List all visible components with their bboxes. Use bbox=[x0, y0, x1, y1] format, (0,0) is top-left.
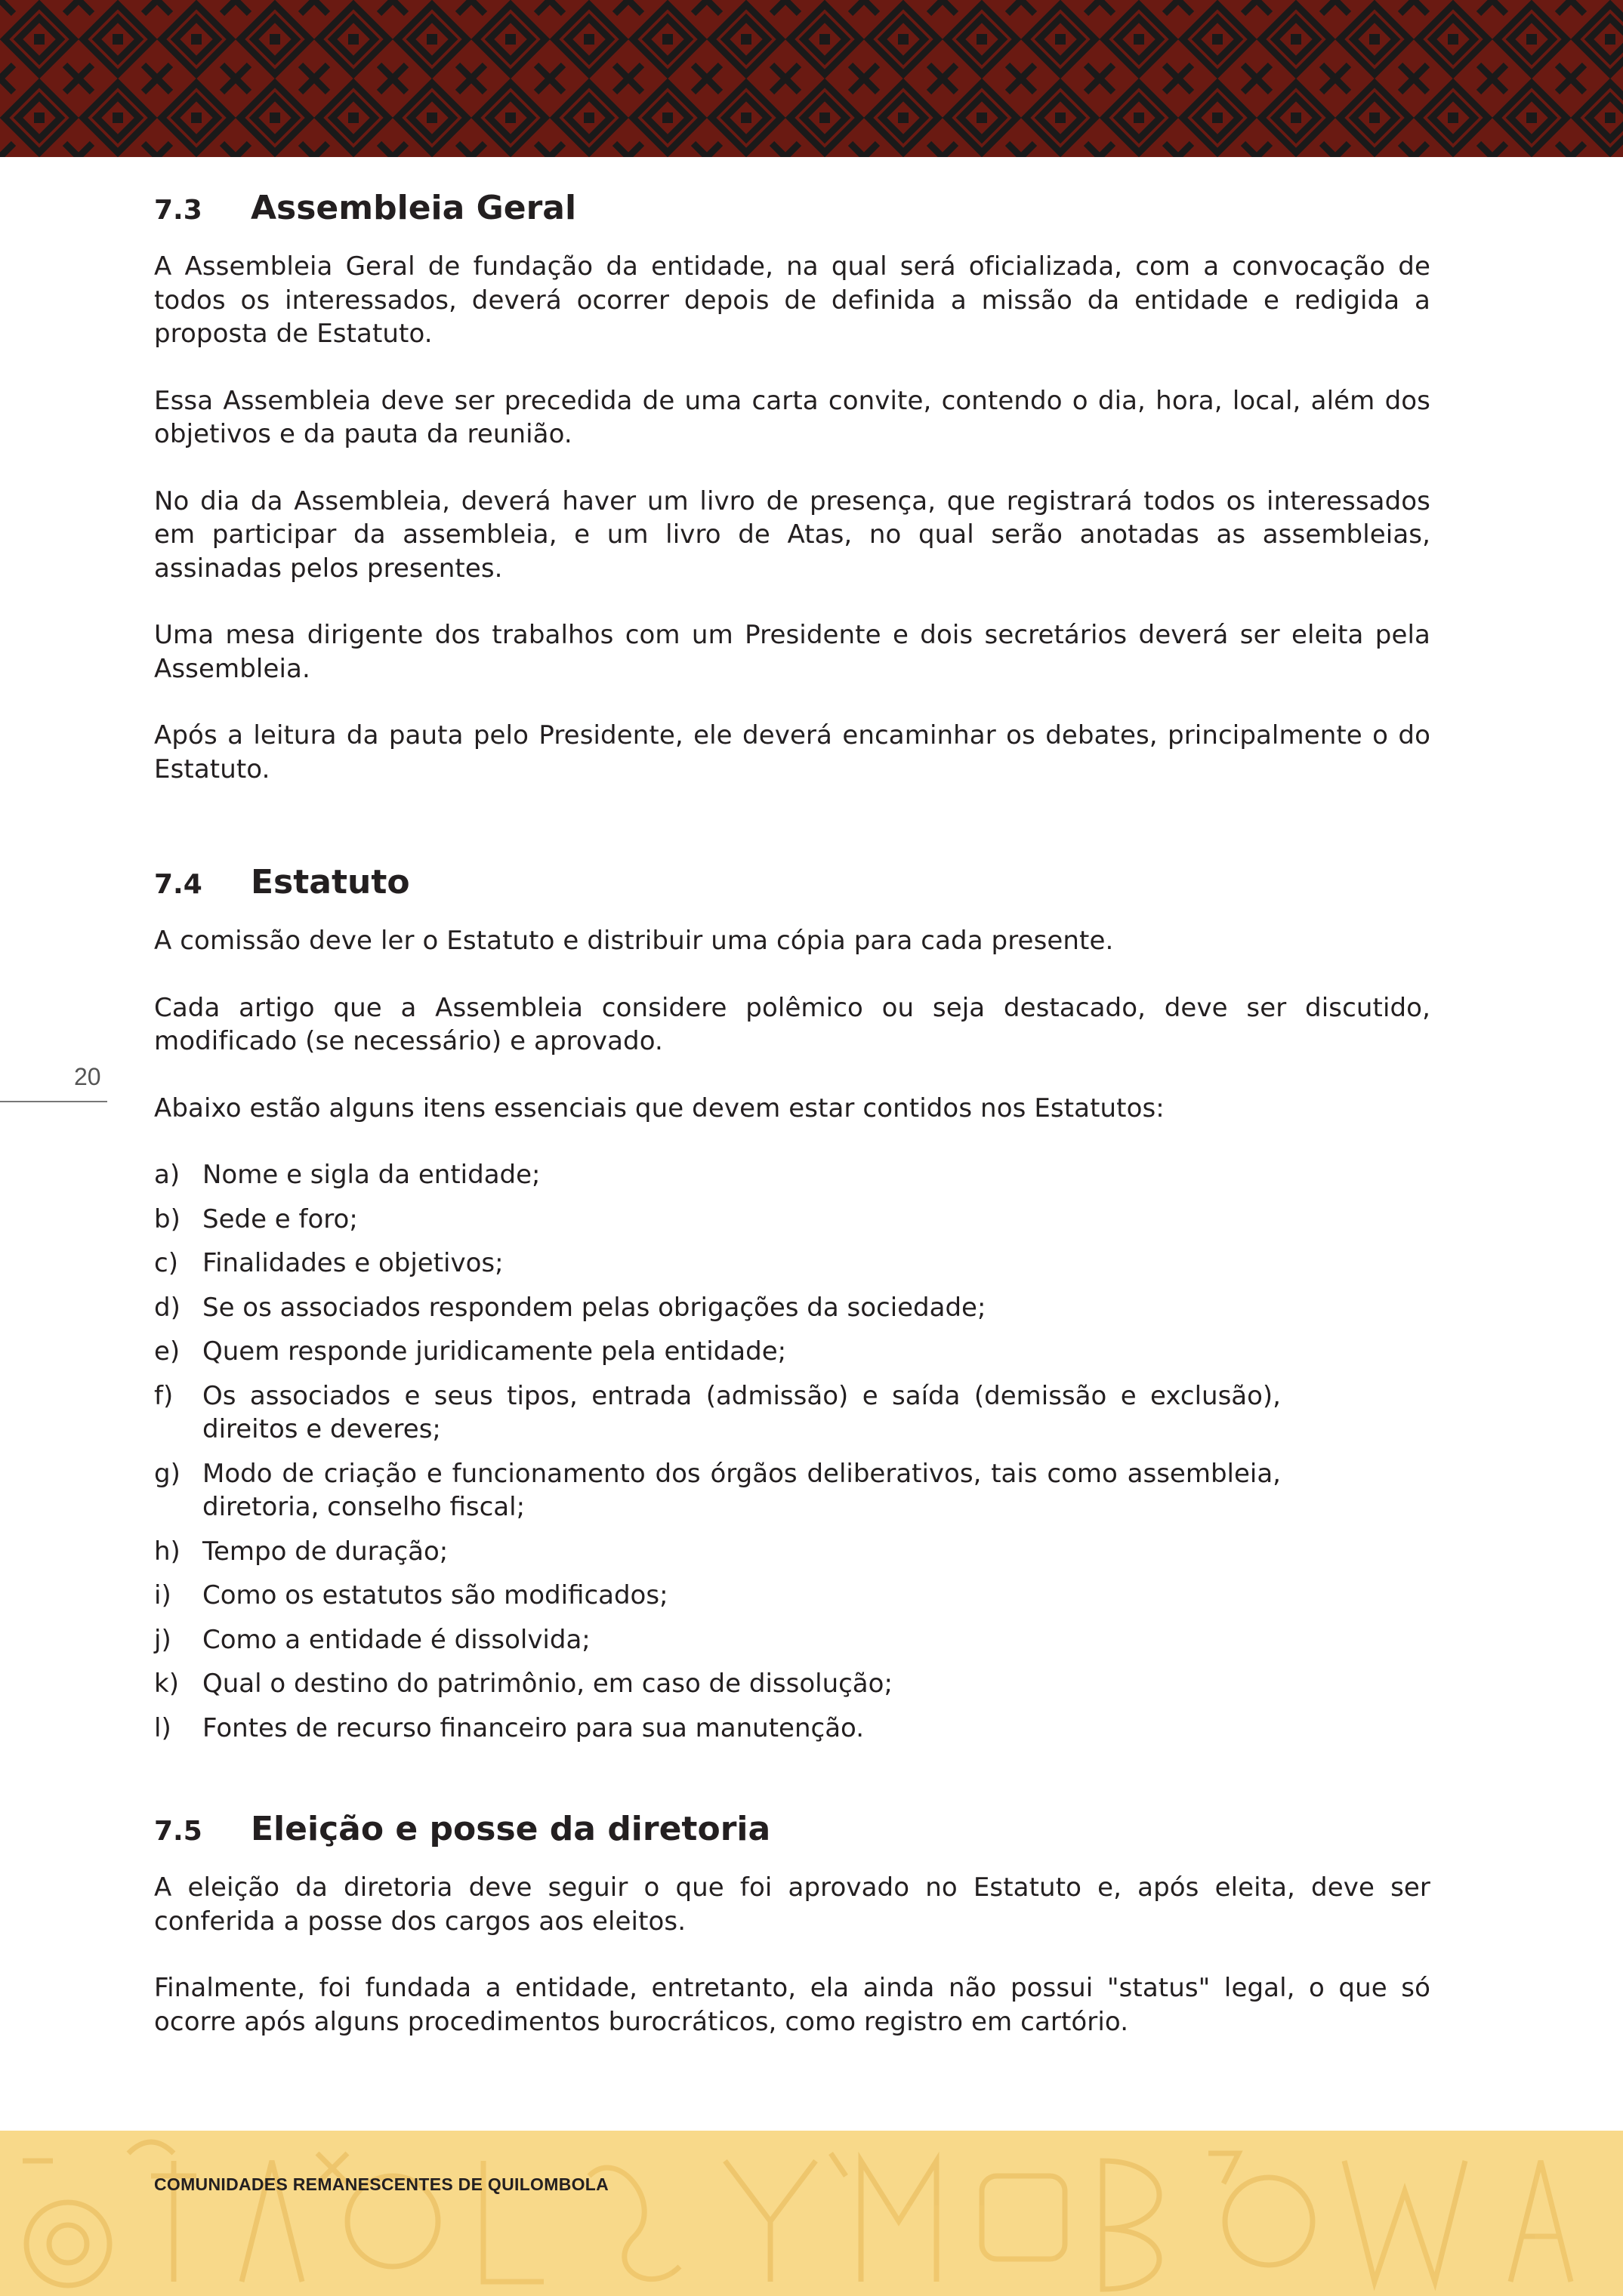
list-item bbox=[154, 1712, 1281, 1746]
item-text: Como os estatutos são modificados; bbox=[202, 1580, 668, 1610]
paragraph: No dia da Assembleia, deverá haver um livro de presença, que registrará todos os interessados em participar da assembleia, e um livro de Atas, no qual serão anotadas as assembleias, assinadas pelos presentes. bbox=[154, 485, 1430, 584]
glyph-pattern bbox=[0, 2131, 1623, 2296]
item-text: Qual o destino do patrimônio, em caso de dissolução; bbox=[202, 1669, 893, 1699]
paragraph: A comissão deve ler o Estatuto e distribuir uma cópia para cada presente. bbox=[154, 926, 1114, 956]
item-text: Finalidades e objetivos; bbox=[202, 1248, 504, 1278]
page-number: 20 bbox=[74, 1063, 101, 1090]
paragraph: Uma mesa dirigente dos trabalhos com um Presidente e dois secretários deverá ser eleita pela Assembleia. bbox=[154, 620, 1430, 684]
section-title: Eleição e posse da diretoria bbox=[251, 1810, 771, 1848]
section-title: Estatuto bbox=[251, 863, 410, 901]
item-text: Os associados e seus tipos, entrada (admissão) e saída (demissão e exclusão), direitos e deveres; bbox=[202, 1380, 1281, 1444]
paragraph: Finalmente, foi fundada a entidade, entretanto, ela ainda não possui "status" legal, o que só ocorre após alguns procedimentos burocráticos, como registro em cartório. bbox=[154, 1973, 1430, 2037]
list-item bbox=[154, 1579, 1281, 1613]
paragraph: Abaixo estão alguns itens essenciais que devem estar contidos nos Estatutos: bbox=[154, 1093, 1165, 1123]
item-letter: c) bbox=[154, 1248, 178, 1278]
paragraph: Essa Assembleia deve ser precedida de uma carta convite, contendo o dia, hora, local, além dos objetivos e da pauta da reunião. bbox=[154, 385, 1430, 449]
item-text: Se os associados respondem pelas obrigações da sociedade; bbox=[202, 1292, 986, 1323]
list-item bbox=[154, 1335, 1281, 1369]
item-letter: l) bbox=[154, 1712, 171, 1743]
list-item bbox=[154, 1379, 1281, 1447]
paragraph: Após a leitura da pauta pelo Presidente, ele deverá encaminhar os debates, principalmente o do Estatuto. bbox=[154, 720, 1430, 784]
section-number: 7.3 bbox=[154, 195, 202, 226]
top-decorative-band bbox=[0, 0, 1623, 157]
item-letter: b) bbox=[154, 1203, 181, 1234]
paragraph: A Assembleia Geral de fundação da entidade, na qual será oficializada, com a convocação de todos os interessados, deverá ocorrer depois de definida a missão da entidade e redigida a proposta de Estatuto. bbox=[154, 251, 1430, 349]
item-letter: e) bbox=[154, 1336, 181, 1367]
list-item bbox=[154, 1203, 1281, 1237]
item-letter: d) bbox=[154, 1292, 181, 1323]
section-number: 7.4 bbox=[154, 869, 202, 900]
tribal-pattern bbox=[0, 0, 1623, 157]
list-item bbox=[154, 1535, 1281, 1569]
list-item bbox=[154, 1457, 1281, 1524]
section-number: 7.5 bbox=[154, 1816, 202, 1847]
statute-items-list bbox=[154, 1158, 1281, 1745]
page-number-rule bbox=[0, 1101, 107, 1102]
list-item bbox=[154, 1158, 1281, 1192]
list-item bbox=[154, 1291, 1281, 1325]
footer-title: COMUNIDADES REMANESCENTES DE QUILOMBOLA bbox=[154, 2174, 609, 2194]
item-letter: f) bbox=[154, 1380, 174, 1411]
item-text: Tempo de duração; bbox=[202, 1536, 449, 1567]
list-item bbox=[154, 1623, 1281, 1657]
section-heading bbox=[154, 1810, 1430, 1848]
item-letter: i) bbox=[154, 1580, 171, 1610]
item-text: Nome e sigla da entidade; bbox=[202, 1160, 541, 1190]
item-letter: a) bbox=[154, 1160, 181, 1190]
list-item bbox=[154, 1247, 1281, 1281]
section-heading bbox=[154, 189, 1430, 227]
item-letter: h) bbox=[154, 1536, 181, 1567]
document-body bbox=[154, 189, 1430, 2072]
item-text: Modo de criação e funcionamento dos órgãos deliberativos, tais como assembleia, diretoria, conselho fiscal; bbox=[202, 1458, 1281, 1522]
item-text: Sede e foro; bbox=[202, 1203, 358, 1234]
list-item bbox=[154, 1667, 1281, 1701]
item-letter: k) bbox=[154, 1669, 179, 1699]
paragraph: Cada artigo que a Assembleia considere polêmico ou seja destacado, deve ser discutido, modificado (se necessário) e aprovado. bbox=[154, 992, 1430, 1056]
bottom-decorative-band bbox=[0, 2131, 1623, 2296]
item-text: Fontes de recurso financeiro para sua manutenção. bbox=[202, 1712, 865, 1743]
paragraph: A eleição da diretoria deve seguir o que foi aprovado no Estatuto e, após eleita, deve ser conferida a posse dos cargos aos eleitos. bbox=[154, 1872, 1430, 1937]
item-text: Como a entidade é dissolvida; bbox=[202, 1624, 591, 1655]
section-title: Assembleia Geral bbox=[251, 189, 577, 227]
item-letter: j) bbox=[154, 1624, 171, 1655]
item-letter: g) bbox=[154, 1458, 181, 1489]
section-heading bbox=[154, 863, 1430, 901]
item-text: Quem responde juridicamente pela entidade; bbox=[202, 1336, 787, 1367]
